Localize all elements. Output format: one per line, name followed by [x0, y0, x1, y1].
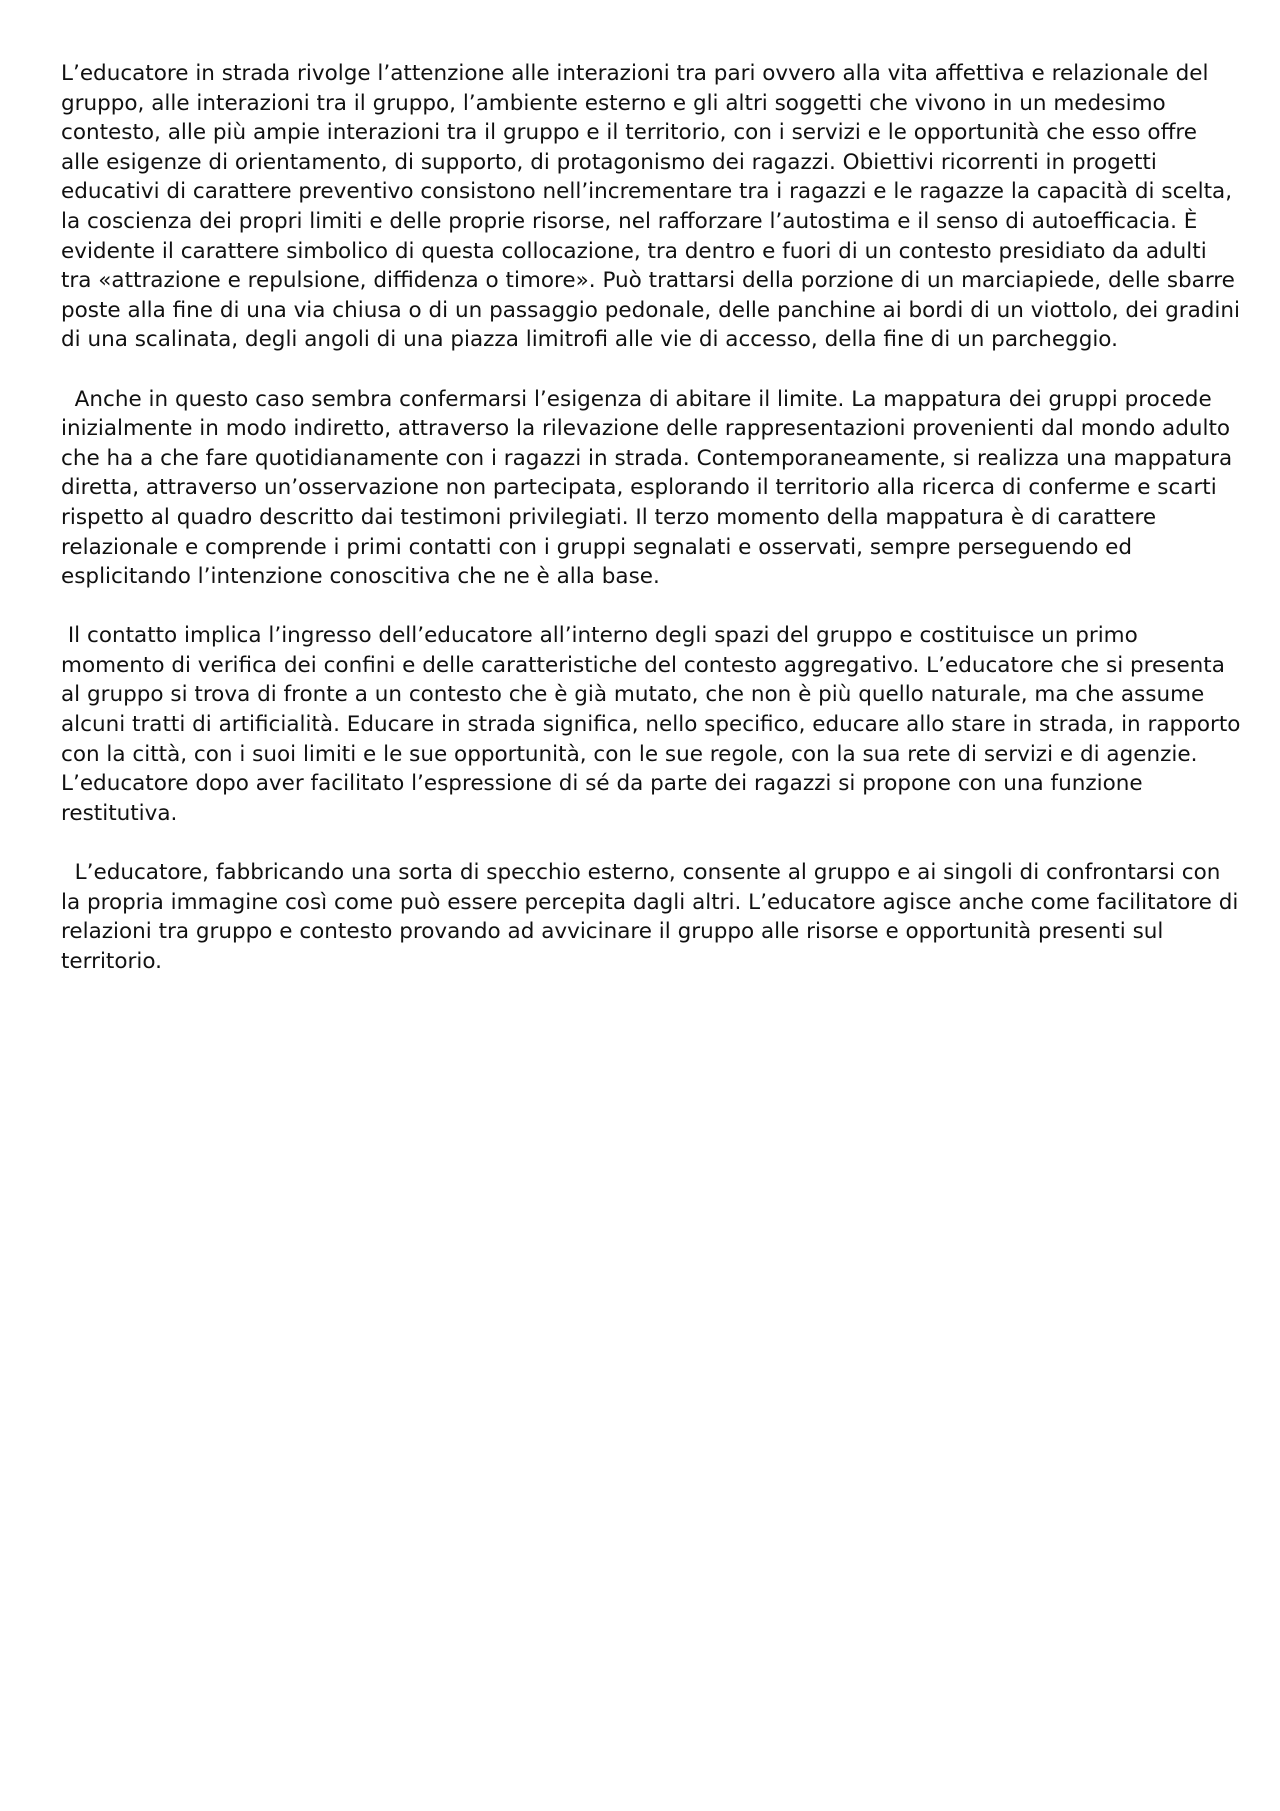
paragraph-2: Anche in questo caso sembra confermarsi l’esigenza di abitare il limite. La mappatura dei gruppi procede inizialmente in modo indiretto, attraverso la rilevazione delle rappresentazioni provenienti dal mondo adulto che ha a che fare quotidianamente con i ragazzi in strada. Contemporaneamente, si realizza una mappatura diretta, attraverso un’osservazione non partecipata, esplorando il territorio alla ricerca di conferme e scarti rispetto al quadro descritto dai testimoni privilegiati. Il terzo momento della mappatura è di carattere relazionale e comprende i primi contatti con i gruppi segnalati e osservati, sempre perseguendo ed esplicitando l’intenzione conoscitiva che ne è alla base. — [61, 386, 1240, 590]
paragraph-4: L’educatore, fabbricando una sorta di specchio esterno, consente al gruppo e ai singoli di confrontarsi con la propria immagine così come può essere percepita dagli altri. L’educatore agisce anche come facilitatore di relazioni tra gruppo e contesto provando ad avvicinare il gruppo alle risorse e opportunità presenti sul territorio. — [61, 860, 1246, 974]
paragraph-1: L’educatore in strada rivolge l’attenzione alle interazioni tra pari ovvero alla vita affettiva e relazionale del gruppo, alle interazioni tra il gruppo, l’ambiente esterno e gli altri soggetti che vivono in un medesimo contesto, alle più ampie interazioni tra il gruppo e il territorio, con i servizi e le opportunità che esso offre alle esigenze di orientamento, di supporto, di protagonismo dei ragazzi. Obiettivi ricorrenti in progetti educativi di carattere preventivo consistono nell’incrementare tra i ragazzi e le ragazze la capacità di scelta, la coscienza dei propri limiti e delle proprie risorse, nel rafforzare l’autostima e il senso di autoefficacia. È evidente il carattere simbolico di questa collocazione, tra dentro e fuori di un contesto presidiato da adulti tra «attrazione e repulsione, diffidenza o timore». Può trattarsi della porzione di un marciapiede, delle sbarre poste alla fine di una via chiusa o di un passaggio pedonale, delle panchine ai bordi di un viottolo, dei gradini di una scalinata, degli angoli di una piazza limitrofi alle vie di accesso, della fine di un parcheggio. — [61, 61, 1240, 353]
document-body — [61, 59, 1248, 1006]
paragraph-3: Il contatto implica l’ingresso dell’educatore all’interno degli spazi del gruppo e costituisce un primo momento di verifica dei confini e delle caratteristiche del contesto aggregativo. L’educatore che si presenta al gruppo si trova di fronte a un contesto che è già mutato, che non è più quello naturale, ma che assume alcuni tratti di artificialità. Educare in strada significa, nello specifico, educare allo stare in strada, in rapporto con la città, con i suoi limiti e le sue opportunità, con le sue regole, con la sua rete di servizi e di agenzie. L’educatore dopo aver facilitato l’espressione di sé da parte dei ragazzi si propone con una funzione restitutiva. — [61, 623, 1248, 826]
